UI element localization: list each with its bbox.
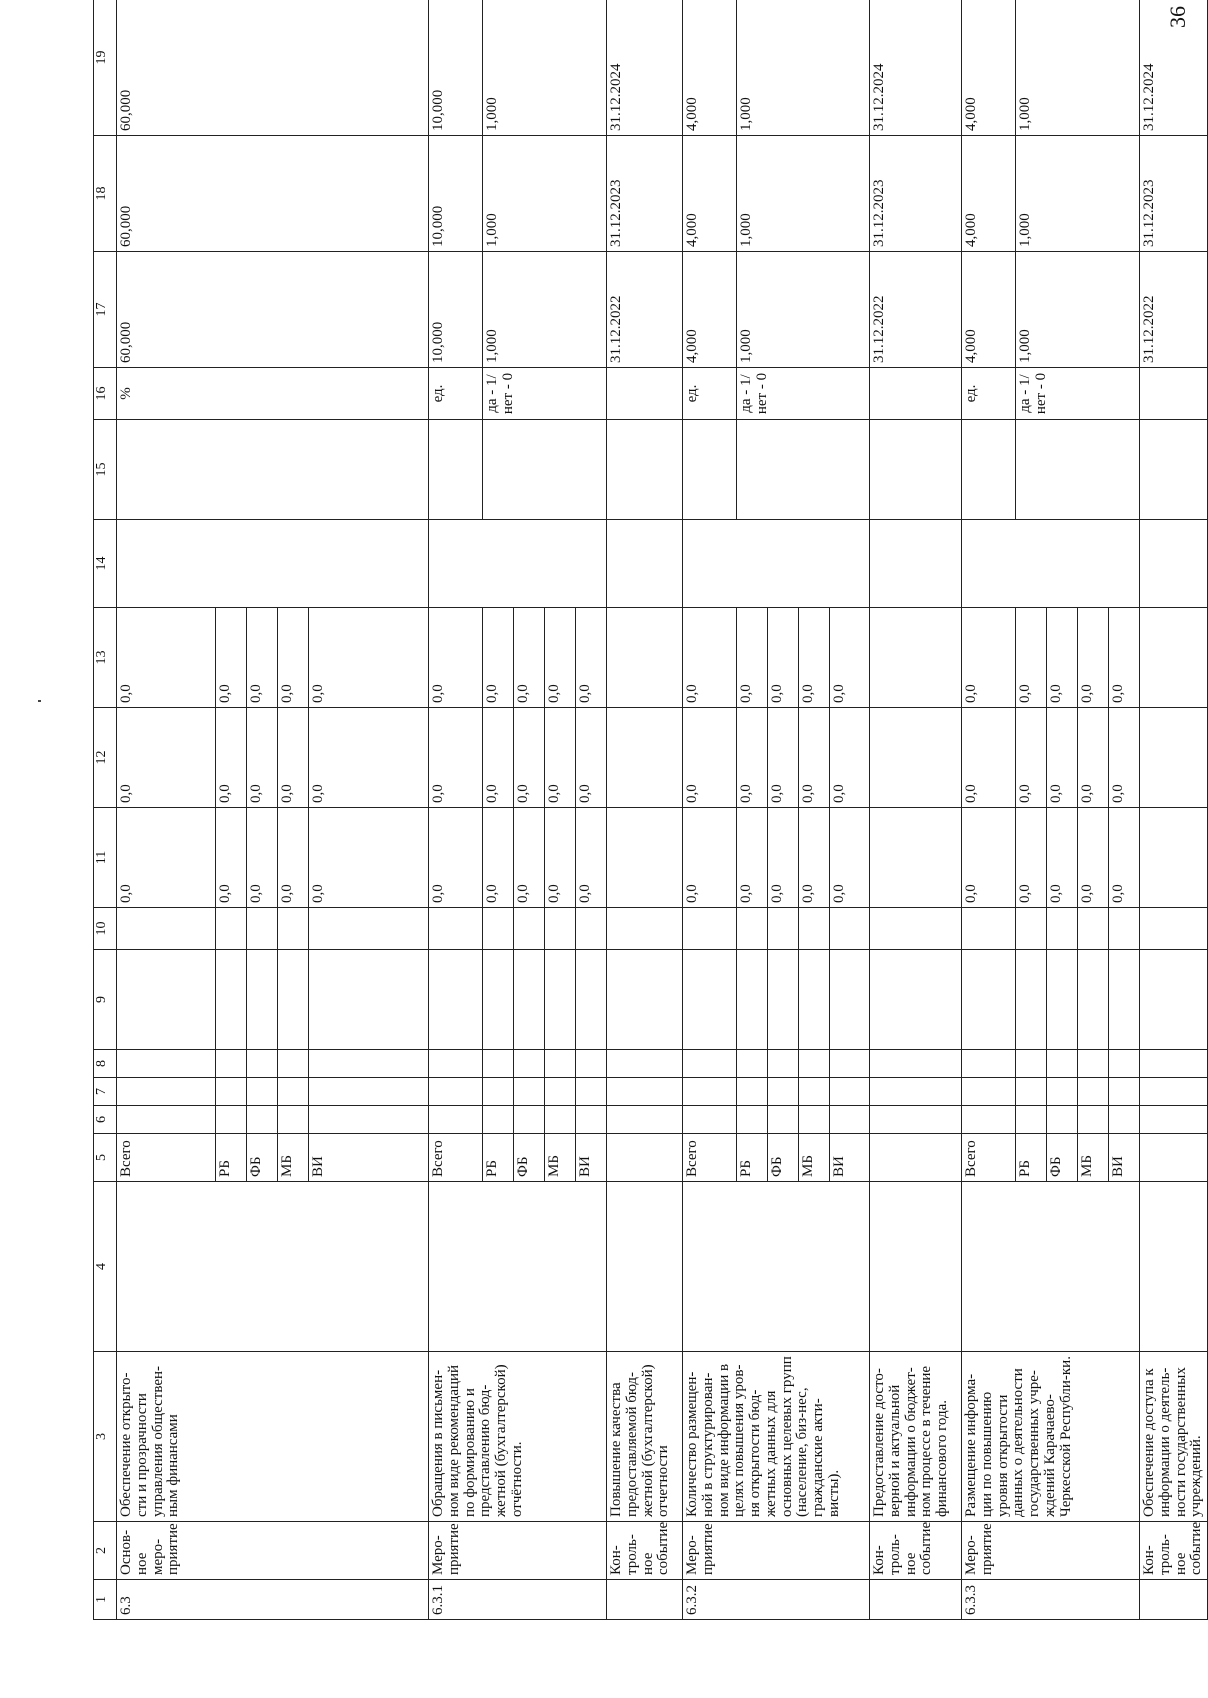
indicator-value-17: 4,000 (962, 252, 1016, 368)
funding-c12: 0,0 (216, 708, 247, 808)
row-type: Меро-приятие (962, 1522, 1140, 1580)
funding-source: МБ (799, 1134, 830, 1182)
funding-source: Всего (117, 1134, 216, 1182)
indicator-value-19: 4,000 (683, 0, 737, 136)
funding-c11: 0,0 (1016, 808, 1047, 908)
funding-c13: 0,0 (799, 608, 830, 708)
table-row (962, 0, 1016, 1620)
indicator-unit: ед. (962, 368, 1016, 420)
funding-c12: 0,0 (830, 708, 870, 808)
indicator-value-19: 60,000 (117, 0, 429, 136)
funding-c11: 0,0 (429, 808, 483, 908)
control-date-17: 31.12.2022 (607, 252, 683, 368)
funding-c13: 0,0 (683, 608, 737, 708)
funding-source: РБ (737, 1134, 768, 1182)
funding-source: ФБ (1047, 1134, 1078, 1182)
row-id: 6.3.3 (962, 1580, 1140, 1620)
indicator-value-19: 1,000 (737, 0, 870, 136)
funding-source: МБ (1078, 1134, 1109, 1182)
row-type: Меро-приятие (429, 1522, 607, 1580)
funding-c13: 0,0 (216, 608, 247, 708)
column-number-row (94, 0, 117, 1620)
funding-c11: 0,0 (1109, 808, 1140, 908)
page-number: 36 (1165, 6, 1190, 28)
indicator-unit: ед. (429, 368, 483, 420)
funding-c11: 0,0 (683, 808, 737, 908)
row-name: Обеспечение открыто-сти и прозрачности управления обществен-ным финансами (117, 1352, 429, 1522)
funding-c13: 0,0 (576, 608, 607, 708)
row-name: Повышение качества предоставляемой бюд-жетной (бухгалтерской) отчетности (607, 1352, 683, 1522)
funding-c11: 0,0 (545, 808, 576, 908)
funding-c11: 0,0 (483, 808, 514, 908)
funding-source: РБ (483, 1134, 514, 1182)
funding-c11: 0,0 (1047, 808, 1078, 908)
funding-c13: 0,0 (117, 608, 216, 708)
control-date-19: 31.12.2024 (607, 0, 683, 136)
col-header-19: 19 (94, 0, 117, 136)
col-header-8: 8 (94, 1050, 117, 1078)
funding-source: Всего (429, 1134, 483, 1182)
funding-c13: 0,0 (1016, 608, 1047, 708)
funding-c11: 0,0 (247, 808, 278, 908)
row-executor (683, 520, 870, 608)
funding-c13: 0,0 (429, 608, 483, 708)
col-header-18: 18 (94, 136, 117, 252)
indicator-value-17: 10,000 (429, 252, 483, 368)
funding-source: МБ (545, 1134, 576, 1182)
funding-c13: 0,0 (1109, 608, 1140, 708)
funding-source: РБ (1016, 1134, 1047, 1182)
col-header-13: 13 (94, 608, 117, 708)
funding-c11: 0,0 (799, 808, 830, 908)
funding-c11: 0,0 (1078, 808, 1109, 908)
row-id (1140, 1580, 1208, 1620)
control-date-19: 31.12.2024 (1140, 0, 1208, 136)
row-responsible (683, 1182, 870, 1352)
funding-c12: 0,0 (768, 708, 799, 808)
table-row (683, 0, 737, 1620)
row-id: 6.3 (117, 1580, 429, 1620)
funding-c12: 0,0 (117, 708, 216, 808)
col-header-14: 14 (94, 520, 117, 608)
indicator-value-17: 1,000 (1016, 252, 1140, 368)
funding-source: ФБ (514, 1134, 545, 1182)
funding-c11: 0,0 (117, 808, 216, 908)
col-header-5: 5 (94, 1134, 117, 1182)
indicator-value-19: 1,000 (1016, 0, 1140, 136)
funding-c13: 0,0 (737, 608, 768, 708)
funding-c11: 0,0 (216, 808, 247, 908)
indicator-name (429, 420, 483, 520)
funding-c12: 0,0 (1078, 708, 1109, 808)
indicator-unit: да - 1/ нет - 0 (483, 368, 607, 420)
funding-c13: 0,0 (1078, 608, 1109, 708)
funding-c13: 0,0 (962, 608, 1016, 708)
funding-c11: 0,0 (278, 808, 309, 908)
funding-source: ВИ (576, 1134, 607, 1182)
control-date-17: 31.12.2022 (870, 252, 962, 368)
funding-c11: 0,0 (962, 808, 1016, 908)
row-type: Кон-троль-ное событие (870, 1522, 962, 1580)
row-responsible (429, 1182, 607, 1352)
col-header-7: 7 (94, 1078, 117, 1106)
control-date-18: 31.12.2023 (607, 136, 683, 252)
funding-c12: 0,0 (737, 708, 768, 808)
funding-c12: 0,0 (514, 708, 545, 808)
funding-source: Всего (962, 1134, 1016, 1182)
row-name: Обращения в письмен-ном виде рекомендаций по формированию и представлению бюд-жетной (бухгалтерской) отчётности. (429, 1352, 607, 1522)
col-header-15: 15 (94, 420, 117, 520)
row-name: Количество размещен-ной в структурирован-ном виде информации в целях повышения уров-ня открытости бюд-жетных данных для основных целевых групп (население, биз-нес, гражданские акти-висты). (683, 1352, 870, 1522)
row-type: Кон-троль-ное событие (607, 1522, 683, 1580)
funding-c11: 0,0 (576, 808, 607, 908)
indicator-value-17: 60,000 (117, 252, 429, 368)
funding-c12: 0,0 (429, 708, 483, 808)
row-name: Размещение информа-ции по повышению уровня открытости данных о деятельности государственных учре-ждений Карачаево-Черкесской Республи-ки. (962, 1352, 1140, 1522)
funding-source: Всего (683, 1134, 737, 1182)
indicator-value-17: 4,000 (683, 252, 737, 368)
indicator-value-18: 4,000 (962, 136, 1016, 252)
indicator-name (683, 420, 737, 520)
indicator-unit: % (117, 368, 429, 420)
col-header-6: 6 (94, 1106, 117, 1134)
row-executor (962, 520, 1140, 608)
table-row (429, 0, 483, 1620)
funding-source: РБ (216, 1134, 247, 1182)
control-date-18: 31.12.2023 (870, 136, 962, 252)
row-id: 6.3.2 (683, 1580, 870, 1620)
indicator-value-18: 4,000 (683, 136, 737, 252)
funding-source: ВИ (830, 1134, 870, 1182)
funding-c13: 0,0 (247, 608, 278, 708)
funding-c13: 0,0 (278, 608, 309, 708)
row-executor (117, 520, 429, 608)
indicator-value-18: 10,000 (429, 136, 483, 252)
funding-c13: 0,0 (514, 608, 545, 708)
control-date-18: 31.12.2023 (1140, 136, 1208, 252)
col-header-10: 10 (94, 908, 117, 950)
indicator-name (962, 420, 1016, 520)
indicator-value-18: 60,000 (117, 136, 429, 252)
funding-c11: 0,0 (768, 808, 799, 908)
indicator-value-18: 1,000 (1016, 136, 1140, 252)
funding-c11: 0,0 (737, 808, 768, 908)
funding-c13: 0,0 (1047, 608, 1078, 708)
indicator-unit: да - 1/ нет - 0 (737, 368, 870, 420)
funding-c12: 0,0 (1016, 708, 1047, 808)
row-type: Кон-троль-ное событие (1140, 1522, 1208, 1580)
funding-source: ВИ (309, 1134, 429, 1182)
indicator-name (737, 420, 870, 520)
col-header-4: 4 (94, 1182, 117, 1352)
row-id (607, 1580, 683, 1620)
row-responsible (117, 1182, 429, 1352)
indicator-value-19: 1,000 (483, 0, 607, 136)
stray-mark (38, 700, 41, 702)
col-header-9: 9 (94, 950, 117, 1050)
indicator-name (117, 420, 429, 520)
funding-c12: 0,0 (483, 708, 514, 808)
funding-c12: 0,0 (576, 708, 607, 808)
funding-c13: 0,0 (830, 608, 870, 708)
funding-source: ВИ (1109, 1134, 1140, 1182)
row-type: Меро-приятие (683, 1522, 870, 1580)
col-header-16: 16 (94, 368, 117, 420)
indicator-value-18: 1,000 (737, 136, 870, 252)
indicator-value-18: 1,000 (483, 136, 607, 252)
col-header-17: 17 (94, 252, 117, 368)
funding-c12: 0,0 (278, 708, 309, 808)
funding-c13: 0,0 (483, 608, 514, 708)
col-header-11: 11 (94, 808, 117, 908)
indicator-name (1016, 420, 1140, 520)
col-header-12: 12 (94, 708, 117, 808)
control-date-17: 31.12.2022 (1140, 252, 1208, 368)
col-header-1: 1 (94, 1580, 117, 1620)
funding-c12: 0,0 (1109, 708, 1140, 808)
funding-c12: 0,0 (545, 708, 576, 808)
funding-c12: 0,0 (309, 708, 429, 808)
funding-c11: 0,0 (514, 808, 545, 908)
row-id: 6.3.1 (429, 1580, 607, 1620)
table-row (607, 0, 683, 1620)
program-measures-table (93, 0, 1208, 1620)
row-name: Предоставление досто-верной и актуальной информации о бюджет-ном процессе в течение финансового года. (870, 1352, 962, 1522)
funding-c11: 0,0 (309, 808, 429, 908)
table-row (1140, 0, 1208, 1620)
row-executor (429, 520, 607, 608)
table-row (117, 0, 216, 1620)
row-responsible (962, 1182, 1140, 1352)
indicator-unit: ед. (683, 368, 737, 420)
table-row (870, 0, 962, 1620)
funding-source: МБ (278, 1134, 309, 1182)
indicator-value-19: 10,000 (429, 0, 483, 136)
funding-source: ФБ (768, 1134, 799, 1182)
indicator-value-17: 1,000 (483, 252, 607, 368)
rotated-table-container (93, 30, 1208, 1620)
funding-c12: 0,0 (247, 708, 278, 808)
funding-c13: 0,0 (545, 608, 576, 708)
indicator-value-19: 4,000 (962, 0, 1016, 136)
col-header-2: 2 (94, 1522, 117, 1580)
funding-c12: 0,0 (962, 708, 1016, 808)
funding-c11: 0,0 (830, 808, 870, 908)
indicator-name (483, 420, 607, 520)
indicator-unit: да - 1/ нет - 0 (1016, 368, 1140, 420)
funding-c12: 0,0 (799, 708, 830, 808)
col-header-3: 3 (94, 1352, 117, 1522)
indicator-value-17: 1,000 (737, 252, 870, 368)
control-date-19: 31.12.2024 (870, 0, 962, 136)
funding-c12: 0,0 (1047, 708, 1078, 808)
row-name: Обеспечение доступа к информации о деятель-ности государственных учреждений. (1140, 1352, 1208, 1522)
row-type: Основ-ное меро-приятие (117, 1522, 429, 1580)
funding-c13: 0,0 (309, 608, 429, 708)
funding-c13: 0,0 (768, 608, 799, 708)
funding-source: ФБ (247, 1134, 278, 1182)
funding-c12: 0,0 (683, 708, 737, 808)
row-id (870, 1580, 962, 1620)
